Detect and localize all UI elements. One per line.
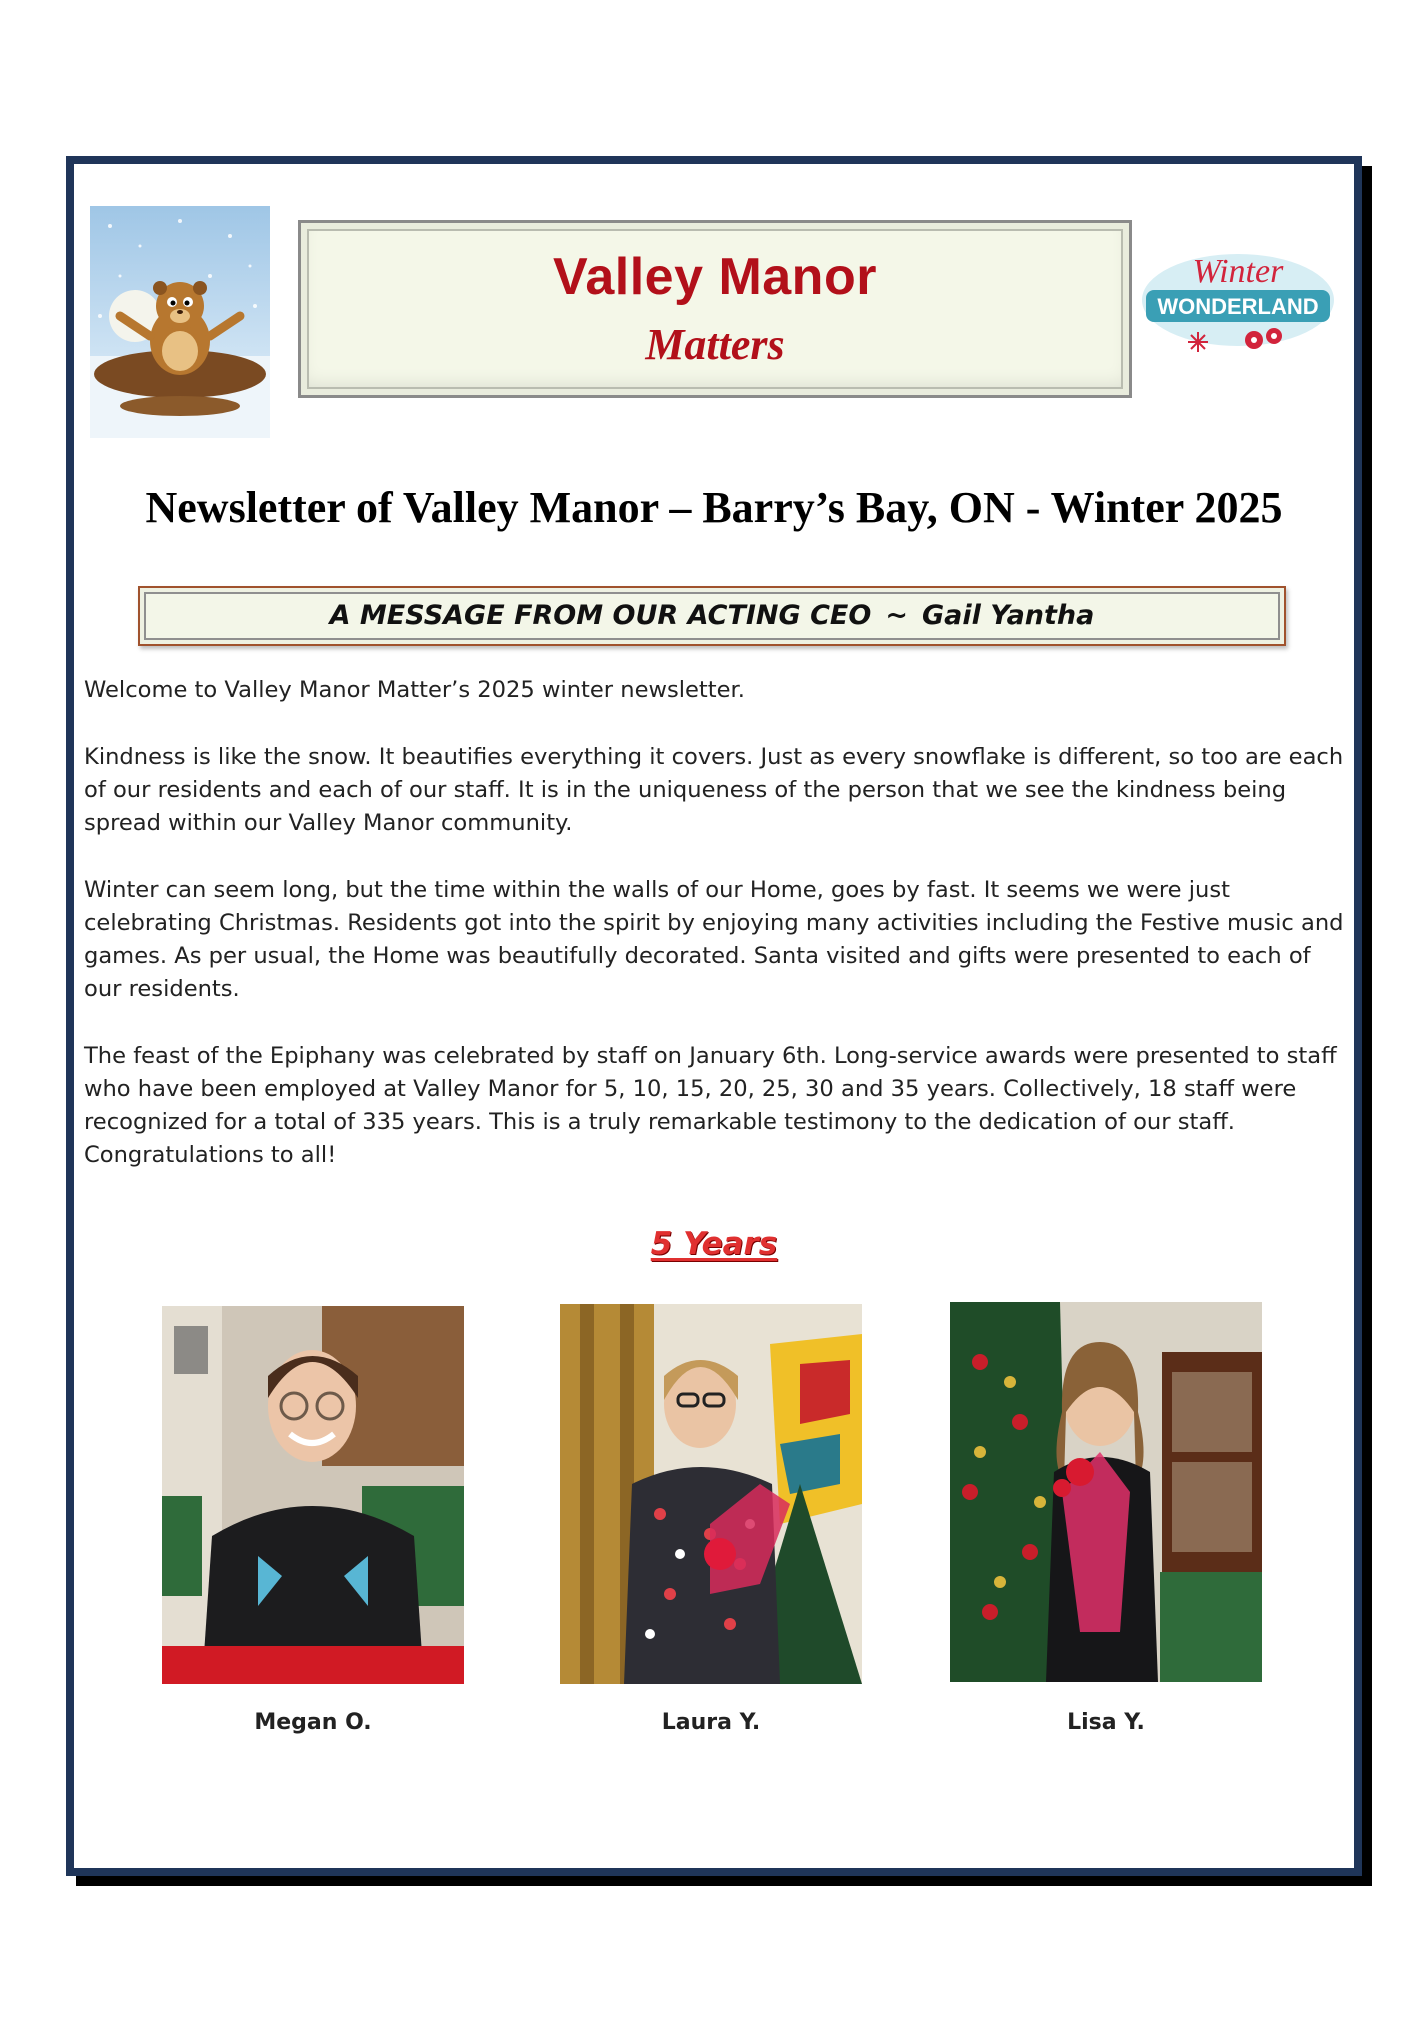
banner-title: Valley Manor [553, 248, 877, 306]
paragraph-epiphany: The feast of the Epiphany was celebrated by staff on January 6th. Long-service awards were presented to staff who have been employed at Valley Manor for 5, 10, 15, 20, 25, 30 and 35 years. Collectively, 18 staff were recognized for a total of 335 years. This is a truly remarkable testimony to the dedication of our staff. Congratulations to all! [84, 1043, 1337, 1168]
ceo-message-body [84, 674, 1346, 1206]
logo-line2: WONDERLAND [1157, 294, 1319, 319]
years-heading: 5 Years [650, 1226, 778, 1262]
banner-subtitle: Matters [645, 320, 785, 369]
snowflake-icon [1188, 332, 1208, 352]
newsletter-title-banner [298, 220, 1132, 398]
staff-photo-laura [560, 1304, 862, 1684]
ceo-message-header [138, 586, 1286, 646]
ceo-message-author: Gail Yantha [921, 600, 1095, 631]
paragraph-kindness: Kindness is like the snow. It beautifies everything it covers. Just as every snowflake is different, so too are each of our residents and each of our staff. It is in the uniqueness of the person that we see the kindness being spread within our Valley Manor community. [84, 744, 1344, 836]
ceo-message-separator: ~ [885, 600, 908, 631]
paragraph-welcome: Welcome to Valley Manor Matter’s 2025 winter newsletter. [84, 677, 745, 703]
staff-photo-megan [162, 1306, 464, 1684]
staff-name-lisa: Lisa Y. [1067, 1710, 1145, 1735]
logo-line1: Winter [1192, 253, 1284, 290]
groundhog-illustration [90, 206, 270, 438]
newsletter-headline: Newsletter of Valley Manor – Barry’s Bay, ON - Winter 2025 [145, 483, 1283, 532]
staff-name-laura: Laura Y. [661, 1710, 761, 1735]
staff-name-megan: Megan O. [254, 1710, 372, 1735]
ceo-message-title: A MESSAGE FROM OUR ACTING CEO [329, 600, 872, 631]
winter-wonderland-logo [1138, 240, 1338, 370]
paragraph-winter: Winter can seem long, but the time within the walls of our Home, goes by fast. It seems we were just celebrating Christmas. Residents got into the spirit by enjoying many activities including the Festive music and games. As per usual, the Home was beautifully decorated. Santa visited and gifts were presented to each of our residents. [84, 877, 1344, 1002]
staff-photo-lisa [950, 1302, 1262, 1682]
